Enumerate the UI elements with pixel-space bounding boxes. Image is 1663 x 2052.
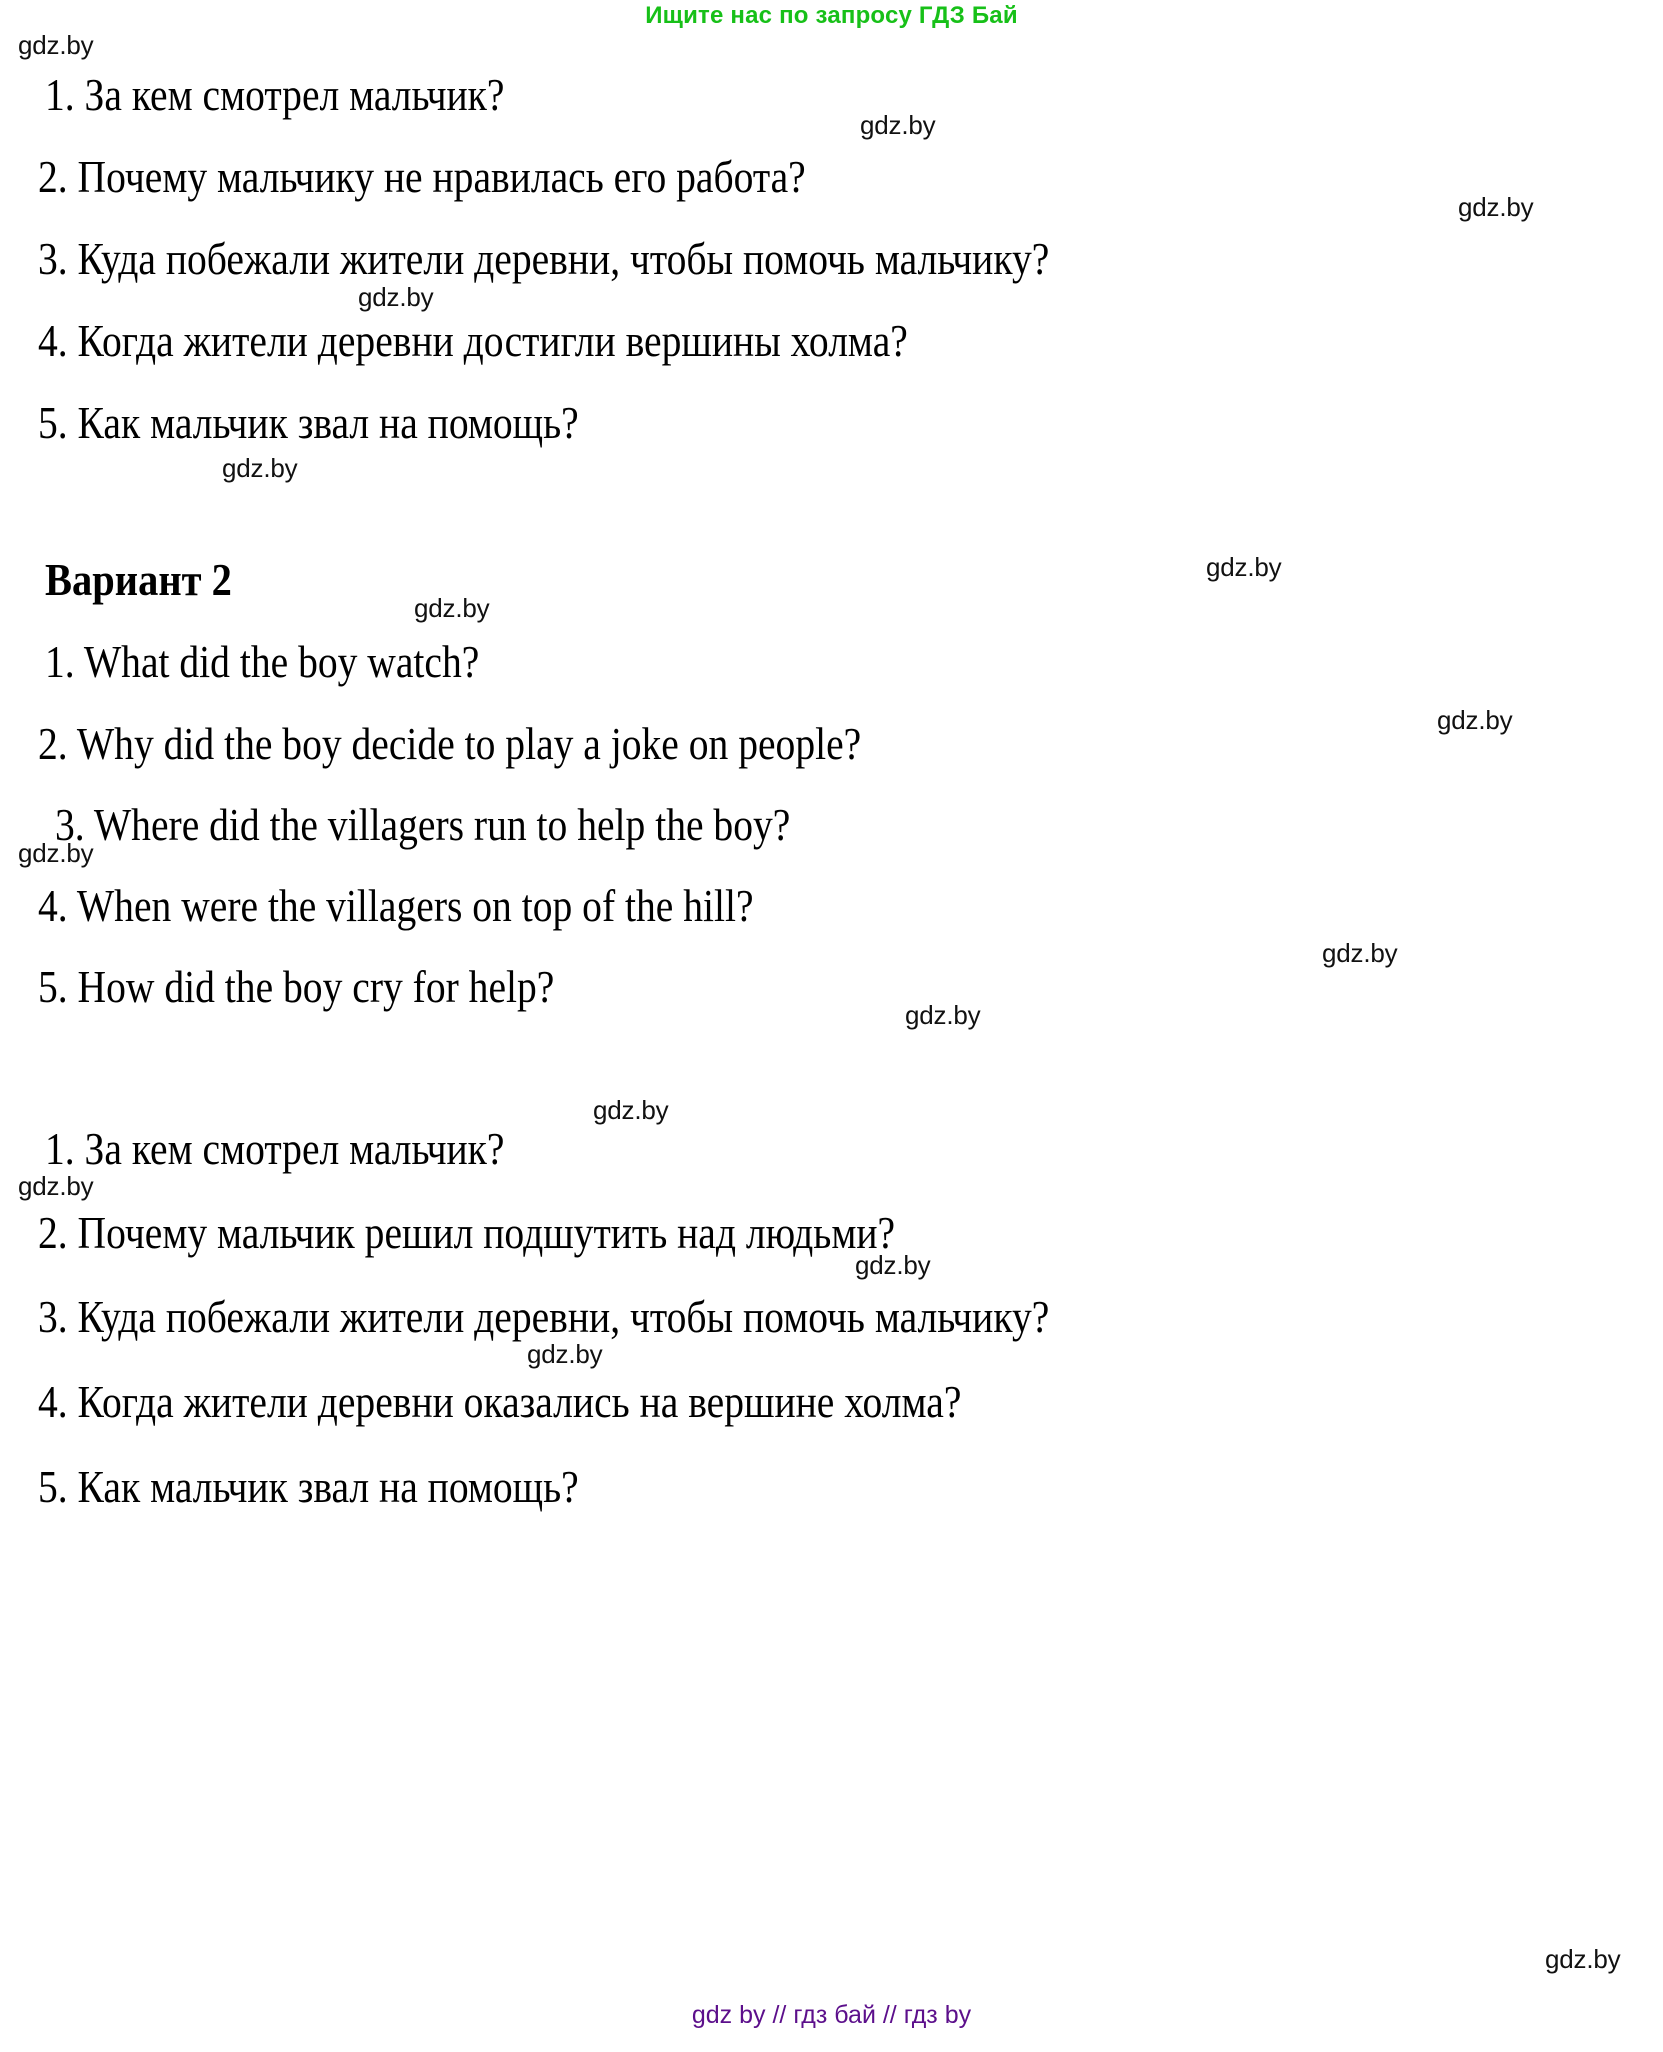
question-item: 3. Where did the villagers run to help the boy?: [55, 799, 791, 850]
watermark-gdz: gdz.by: [860, 110, 936, 140]
question-item: 2. Why did the boy decide to play a joke on people?: [38, 718, 862, 769]
watermark-gdz: gdz.by: [1545, 1944, 1621, 1974]
watermark-gdz: gdz.by: [1206, 552, 1282, 582]
watermark-gdz: gdz.by: [222, 453, 298, 483]
question-item: 1. За кем смотрел мальчик?: [45, 1123, 505, 1174]
watermark-gdz: gdz.by: [905, 1000, 981, 1030]
watermark-gdz: gdz.by: [593, 1095, 669, 1125]
footer-links[interactable]: gdz by // гдз бай // гдз by: [691, 2001, 972, 2029]
section-heading-variant-2: Вариант 2: [45, 554, 232, 605]
watermark-gdz: gdz.by: [1322, 938, 1398, 968]
question-item: 1. What did the boy watch?: [45, 636, 480, 687]
watermark-gdz: gdz.by: [18, 30, 94, 60]
question-item: 4. Когда жители деревни оказались на вершине холма?: [38, 1376, 962, 1427]
watermark-gdz: gdz.by: [1458, 192, 1534, 222]
watermark-gdz: gdz.by: [1437, 705, 1513, 735]
watermark-gdz: gdz.by: [527, 1339, 603, 1369]
watermark-gdz: gdz.by: [414, 593, 490, 623]
watermark-gdz: gdz.by: [18, 838, 94, 868]
question-item: 5. Как мальчик звал на помощь?: [38, 1461, 579, 1512]
question-item: 3. Куда побежали жители деревни, чтобы помочь мальчику?: [38, 233, 1050, 284]
question-item: 2. Почему мальчик решил подшутить над людьми?: [38, 1207, 896, 1258]
watermark-gdz: gdz.by: [18, 1171, 94, 1201]
question-item: 3. Куда побежали жители деревни, чтобы помочь мальчику?: [38, 1291, 1050, 1342]
question-item: 5. How did the boy cry for help?: [38, 961, 555, 1012]
question-item: 4. When were the villagers on top of the hill?: [38, 880, 754, 931]
question-item: 2. Почему мальчику не нравилась его работа?: [38, 151, 806, 202]
question-item: 5. Как мальчик звал на помощь?: [38, 397, 579, 448]
promo-banner: Ищите нас по запросу ГДЗ Бай: [645, 2, 1018, 29]
question-item: 1. За кем смотрел мальчик?: [45, 69, 505, 120]
watermark-gdz: gdz.by: [358, 282, 434, 312]
question-item: 4. Когда жители деревни достигли вершины холма?: [38, 315, 908, 366]
watermark-gdz: gdz.by: [855, 1250, 931, 1280]
